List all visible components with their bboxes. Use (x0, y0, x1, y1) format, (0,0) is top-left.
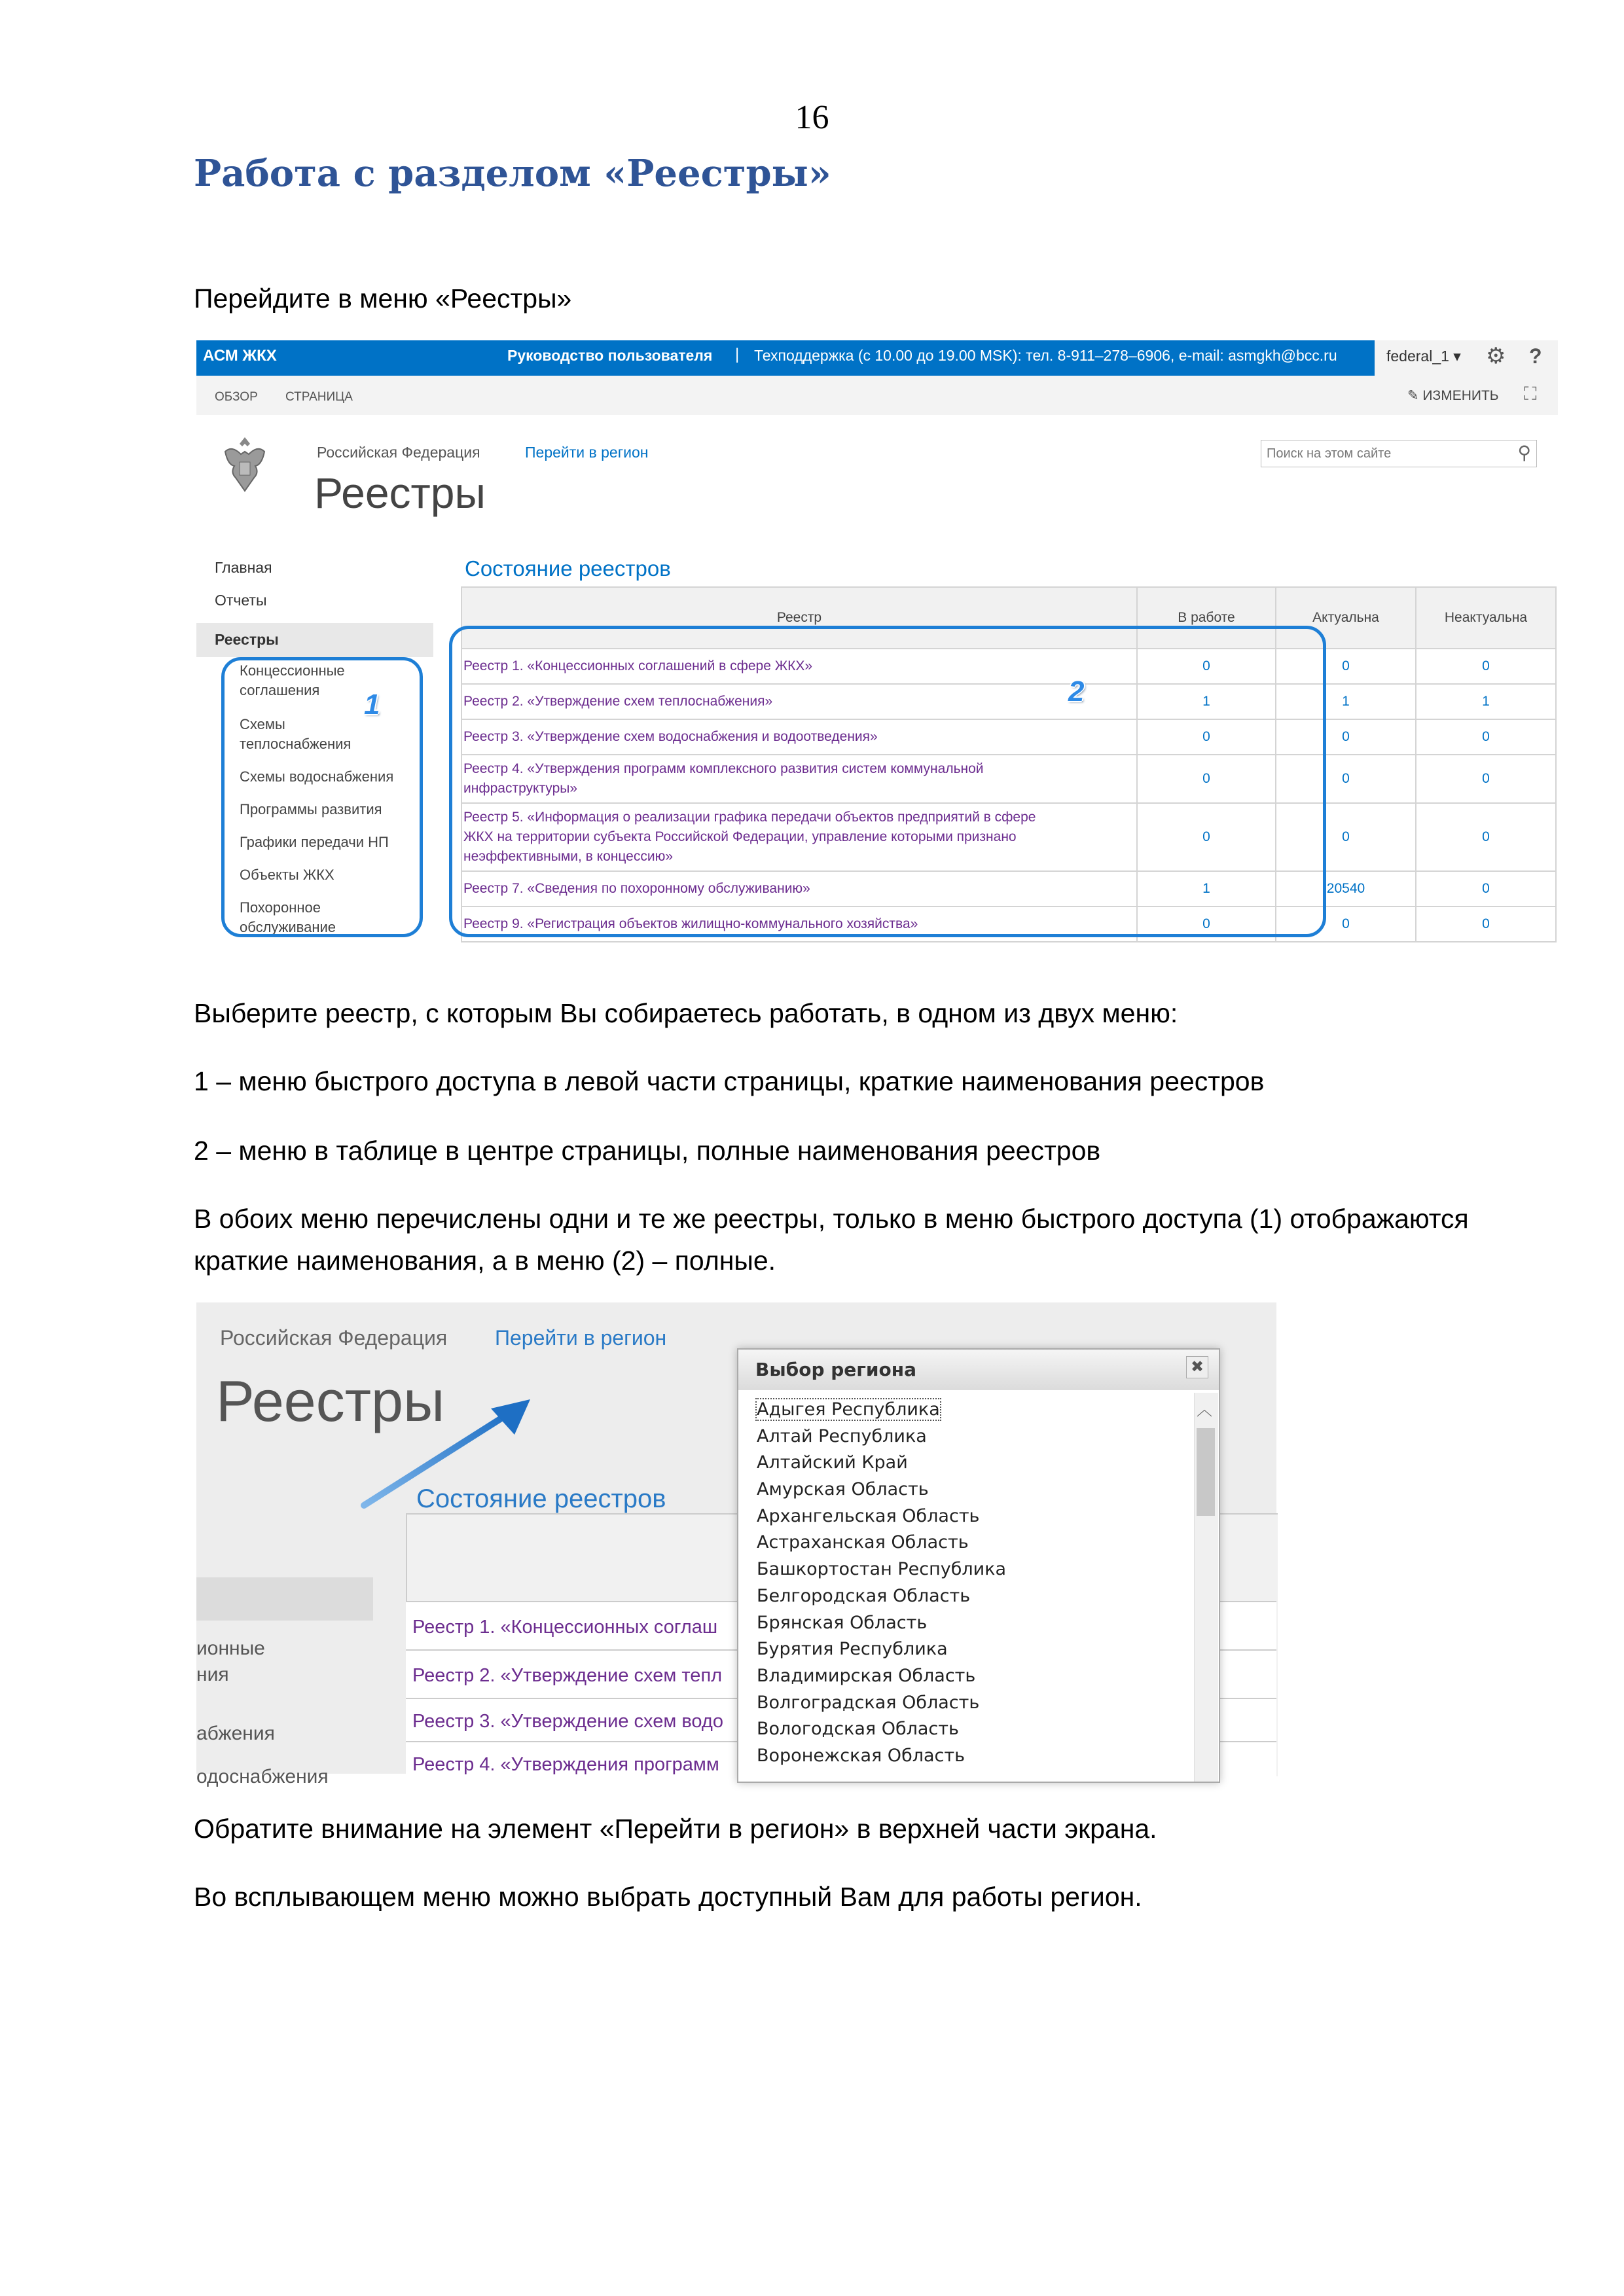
site-brand-link[interactable]: АСМ ЖКХ (203, 347, 277, 365)
registry-link-line: Реестр 3. «Утверждение схем водоснабжения и водоотведения» (463, 729, 878, 744)
region-option[interactable]: Амурская Область (757, 1479, 929, 1500)
nav-fragment[interactable]: одоснабжения (196, 1766, 329, 1787)
nav-item-home[interactable]: Главная (215, 559, 272, 576)
country-label: Российская Федерация (220, 1326, 448, 1350)
in-work-count[interactable]: 1 (1137, 684, 1276, 719)
subnav-line: Концессионные (240, 662, 345, 679)
highlight-quick-menu (221, 657, 423, 937)
column-header-actual: Актуальна (1276, 587, 1416, 649)
not-actual-count[interactable]: 0 (1416, 803, 1556, 871)
actual-count[interactable]: 0 (1276, 906, 1416, 942)
registry-link-line: неэффективными, в концессию» (463, 849, 674, 864)
subnav-line: теплоснабжения (240, 736, 352, 752)
in-work-count[interactable]: 0 (1137, 649, 1276, 684)
registry-link-line: Реестр 1. «Концессионных соглашений в сфере ЖКХ» (463, 658, 813, 673)
region-list (757, 1397, 1006, 1770)
column-header-not-actual: Неактуальна (1416, 587, 1556, 649)
region-option[interactable]: Алтайский Край (757, 1452, 908, 1473)
in-work-count[interactable]: 0 (1137, 755, 1276, 803)
actual-count[interactable]: 0 (1276, 803, 1416, 871)
paragraph-popup-note: Во всплывающем меню можно выбрать доступный Вам для работы регион. (194, 1882, 1142, 1912)
go-to-region-link[interactable]: Перейти в регион (525, 444, 649, 461)
user-menu[interactable]: federal_1 ▾ (1386, 348, 1461, 365)
region-option[interactable]: Бурятия Республика (757, 1639, 948, 1660)
registry-link-line: Реестр 7. «Сведения по похоронному обслуживанию» (463, 881, 810, 896)
tab-overview[interactable]: ОБЗОР (215, 390, 258, 404)
paragraph-menu-2: 2 – меню в таблице в центре страницы, полные наименования реестров (194, 1136, 1101, 1166)
subnav-line: Похоронное (240, 899, 321, 916)
user-guide-link[interactable]: Руководство пользователя (507, 347, 713, 364)
registry-link-line: Реестр 9. «Регистрация объектов жилищно-коммунального хозяйства» (463, 916, 918, 931)
table-row-link[interactable]: Реестр 2. «Утверждение схем тепл (412, 1665, 723, 1686)
actual-count[interactable]: 0 (1276, 649, 1416, 684)
highlight-table-menu (449, 626, 1326, 937)
column-header-in-work: В работе (1137, 587, 1276, 649)
region-option[interactable]: Белгородская Область (757, 1585, 971, 1606)
ribbon (196, 376, 1558, 415)
screenshot-registries-page (196, 340, 1558, 949)
region-list-item (757, 1636, 1006, 1663)
separator: | (735, 346, 740, 363)
subnav-line: обслуживание (240, 919, 336, 935)
subnav-line: соглашения (240, 682, 320, 698)
help-icon[interactable]: ? (1529, 344, 1542, 368)
actual-count[interactable]: 0 (1276, 755, 1416, 803)
not-actual-count[interactable]: 0 (1416, 755, 1556, 803)
subnav-transfer-schedules[interactable]: Графики передачи НП (240, 834, 389, 850)
table-row-link[interactable]: Реестр 1. «Концессионных соглаш (412, 1617, 718, 1638)
region-list-item (757, 1503, 1006, 1530)
marker-1: 1 (364, 689, 380, 721)
registry-link-line: ЖКХ на территории субъекта Российской Федерации, управление которыми признано (463, 829, 1017, 844)
actual-count[interactable]: 0 (1276, 719, 1416, 755)
paragraph-go-to-region-note: Обратите внимание на элемент «Перейти в регион» в верхней части экрана. (194, 1814, 1157, 1844)
actual-count[interactable]: 1 (1276, 684, 1416, 719)
marker-2: 2 (1068, 675, 1085, 708)
scrollbar-thumb[interactable] (1197, 1428, 1215, 1516)
region-option[interactable]: Адыгея Республика (757, 1399, 940, 1420)
dialog-title: Выбор региона (755, 1359, 916, 1380)
table-row-link[interactable]: Реестр 3. «Утверждение схем водо (412, 1711, 723, 1732)
region-list-item (757, 1663, 1006, 1690)
section-heading: Работа с разделом «Реестры» (194, 152, 831, 195)
region-list-item (757, 1397, 1006, 1424)
nav-fragment[interactable]: ионные (196, 1638, 265, 1659)
nav-active-bg (196, 1577, 373, 1621)
region-list-item (757, 1424, 1006, 1450)
region-option[interactable]: Волгоградская Область (757, 1692, 980, 1713)
registry-link-line: инфраструктуры» (463, 781, 578, 796)
region-list-item (757, 1716, 1006, 1743)
region-list-item (757, 1610, 1006, 1637)
paragraph-both-menus-line1: В обоих меню перечислены одни и те же реестры, только в меню быстрого доступа (1) отображаются (194, 1204, 1469, 1234)
paragraph-select-registry: Выберите реестр, с которым Вы собираетесь работать, в одном из двух меню: (194, 998, 1178, 1028)
table-title: Состояние реестров (465, 556, 671, 581)
edit-button[interactable]: ✎ ИЗМЕНИТЬ (1407, 388, 1499, 403)
subnav-line: Схемы (240, 716, 285, 732)
region-option[interactable]: Башкортостан Республика (757, 1559, 1007, 1580)
table-row-link[interactable]: Реестр 4. «Утверждения программ (412, 1754, 719, 1775)
paragraph-menu-1: 1 – меню быстрого доступа в левой части страницы, краткие наименования реестров (194, 1066, 1265, 1096)
region-list-item (757, 1690, 1006, 1717)
region-option[interactable]: Вологодская Область (757, 1719, 959, 1740)
region-list-item (757, 1583, 1006, 1610)
table-title: Состояние реестров (416, 1484, 666, 1513)
page-title: Реестры (216, 1369, 445, 1433)
subnav-housing-objects[interactable]: Объекты ЖКХ (240, 867, 334, 883)
in-work-count[interactable]: 1 (1137, 871, 1276, 906)
region-option[interactable]: Брянская Область (757, 1612, 928, 1633)
subnav-water-supply[interactable]: Схемы водоснабжения (240, 768, 394, 785)
in-work-count[interactable]: 0 (1137, 803, 1276, 871)
in-work-count[interactable]: 0 (1137, 906, 1276, 942)
settings-gear-icon[interactable]: ⚙ (1486, 344, 1506, 368)
page-title: Реестры (314, 469, 486, 517)
region-select-dialog (737, 1348, 1220, 1783)
close-icon[interactable]: ✖ (1186, 1356, 1208, 1378)
region-list-item (757, 1477, 1006, 1503)
registry-link-line: Реестр 2. «Утверждение схем теплоснабжения» (463, 694, 773, 709)
not-actual-count[interactable]: 0 (1416, 906, 1556, 942)
support-info: Техподдержка (с 10.00 до 19.00 MSK): тел. 8-911–278–6906, e-mail: asmgkh@bcc.ru (754, 347, 1337, 364)
go-to-region-link[interactable]: Перейти в регион (495, 1326, 667, 1350)
region-option[interactable]: Владимирская Область (757, 1665, 976, 1686)
registry-link-line: Реестр 5. «Информация о реализации графика передачи объектов предприятий в сфере (463, 810, 1036, 825)
page-number: 16 (795, 99, 829, 136)
region-option[interactable]: Архангельская Область (757, 1505, 980, 1526)
not-actual-count[interactable]: 1 (1416, 684, 1556, 719)
region-option[interactable]: Алтай Республика (757, 1426, 927, 1446)
scroll-up-icon[interactable]: ︿ (1197, 1401, 1212, 1419)
suite-bar (196, 340, 1558, 376)
nav-item-registries[interactable]: Реестры (215, 631, 279, 648)
region-list-item (757, 1743, 1006, 1770)
nav-fragment[interactable]: абжения (196, 1723, 275, 1744)
nav-item-reports[interactable]: Отчеты (215, 592, 267, 609)
coat-of-arms-logo (219, 432, 271, 497)
region-list-item (757, 1556, 1006, 1583)
not-actual-count[interactable]: 0 (1416, 719, 1556, 755)
paragraph-go-to-registries: Перейдите в меню «Реестры» (194, 283, 572, 314)
country-label: Российская Федерация (317, 444, 480, 461)
focus-mode-icon[interactable]: ⛶ (1524, 384, 1537, 404)
region-list-item (757, 1450, 1006, 1477)
nav-fragment[interactable]: ния (196, 1664, 229, 1685)
paragraph-both-menus-line2: краткие наименования, а в меню (2) – полные. (194, 1246, 776, 1276)
tab-page[interactable]: СТРАНИЦА (285, 390, 353, 404)
subnav-programs[interactable]: Программы развития (240, 801, 382, 817)
registry-link-line: Реестр 4. «Утверждения программ комплексного развития систем коммунальной (463, 761, 984, 776)
in-work-count[interactable]: 0 (1137, 719, 1276, 755)
not-actual-count[interactable]: 0 (1416, 871, 1556, 906)
region-list-item (757, 1530, 1006, 1556)
actual-count[interactable]: 20540 (1276, 871, 1416, 906)
region-option[interactable]: Воронежская Область (757, 1745, 965, 1766)
screenshot-region-picker (196, 1302, 1276, 1787)
column-header-registry: Реестр (461, 587, 1137, 649)
search-input[interactable]: Поиск на этом сайте (1267, 446, 1392, 461)
not-actual-count[interactable]: 0 (1416, 649, 1556, 684)
region-option[interactable]: Астраханская Область (757, 1532, 969, 1553)
search-icon[interactable]: ⚲ (1517, 442, 1531, 463)
site-search-box[interactable] (1261, 440, 1537, 467)
